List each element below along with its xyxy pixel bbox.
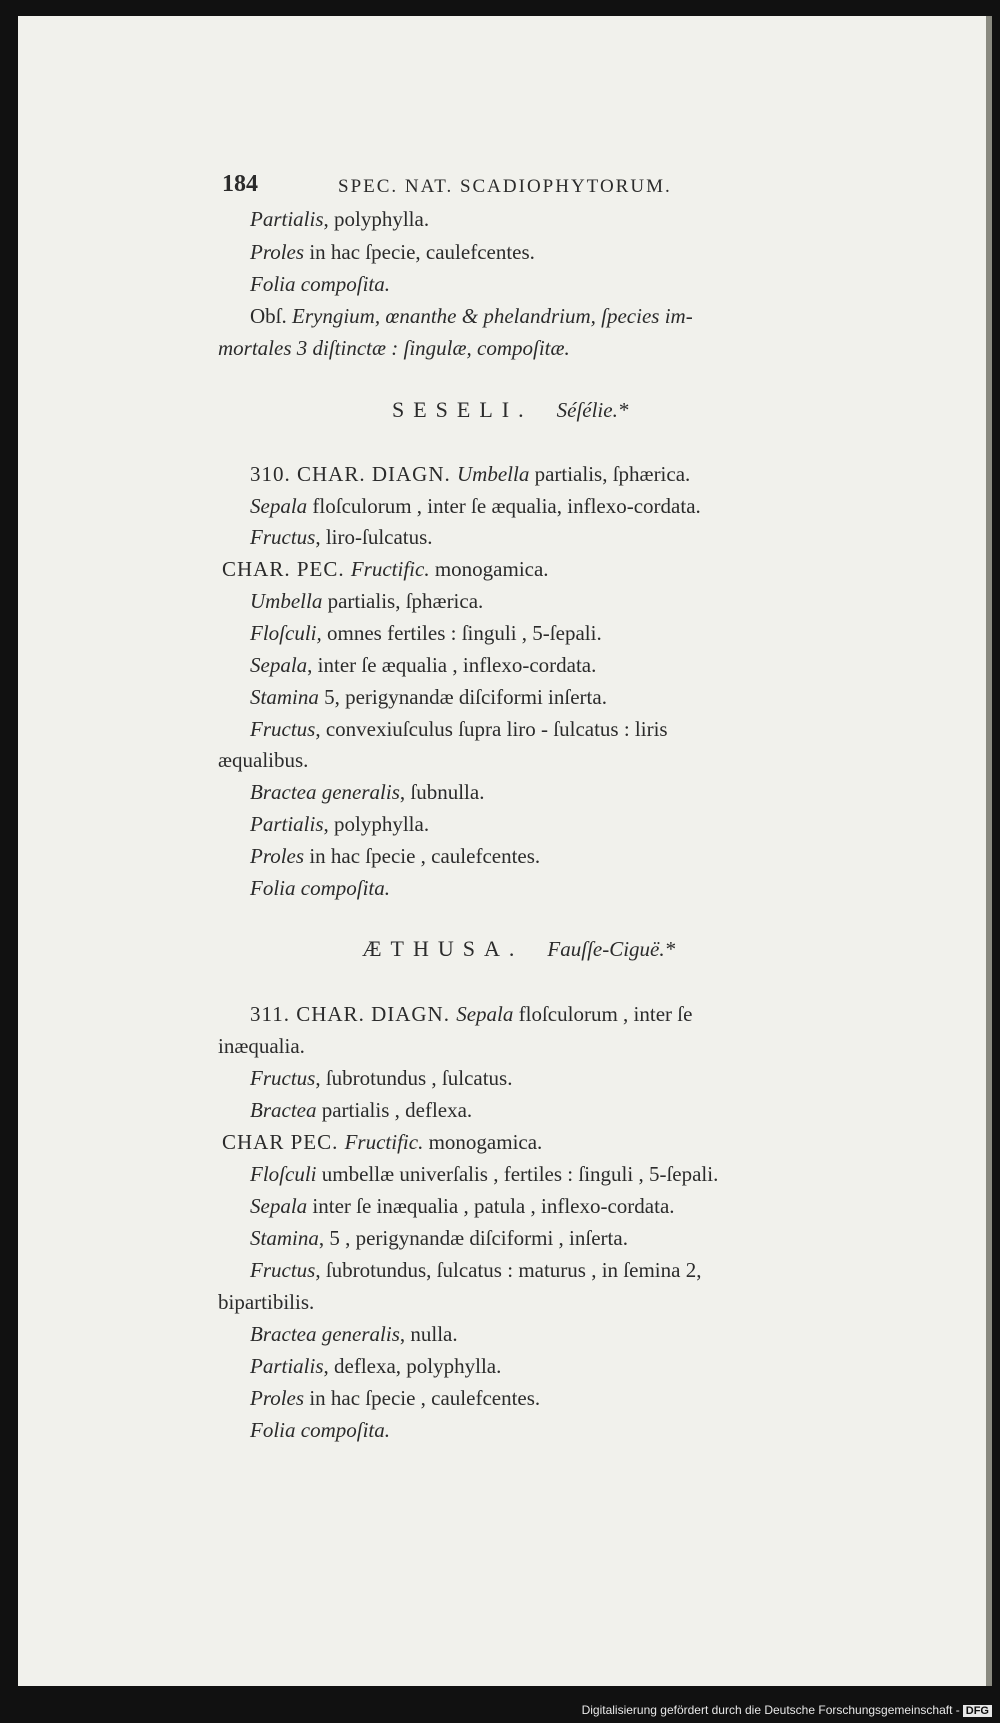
text-line: Partialis, polyphylla. [250,812,430,836]
text-line: Obſ. Eryngium, œnanthe & phelandrium, ſpecies im- [250,304,693,328]
page-number: 184 [222,171,258,197]
text-line: Partialis, deflexa, polyphylla. [250,1354,502,1378]
text-line: Sepala inter ſe inæqualia , patula , inflexo-cordata. [250,1194,675,1218]
section-heading-seseli: SESELI. Séſélie.* [392,397,629,422]
text-line: Bractea generalis, nulla. [250,1322,458,1346]
text-line: inæqualia. [218,1034,305,1058]
text-line: Sepala floſculorum , inter ſe æqualia, inflexo-cordata. [250,494,701,518]
dfg-logo: DFG [963,1705,992,1717]
text-line: Folia compoſita. [250,1418,390,1442]
text-line: Stamina, 5 , perigynandæ diſciformi , inſerta. [250,1226,628,1250]
text-line: Floſculi umbellæ univerſalis , fertiles : ſinguli , 5-ſepali. [250,1162,719,1186]
text-line: Bractea generalis, ſubnulla. [250,780,485,804]
text-line: Umbella partialis, ſphærica. [250,589,484,613]
digitization-credit: Digitalisierung gefördert durch die Deutsche Forschungsgemeinschaft - DFG [582,1703,992,1717]
text-line: Fructus, liro-ſulcatus. [250,525,433,549]
text-line: CHAR. PEC. Fructific. monogamica. [222,557,549,581]
text-line: mortales 3 diſtinctæ : ſingulæ, compoſitæ. [218,336,570,360]
text-line: Sepala, inter ſe æqualia , inflexo-cordata. [250,653,597,677]
text-line: æqualibus. [218,748,309,772]
running-title: SPEC. NAT. SCADIOPHYTORUM. [338,176,672,197]
text-line: bipartibilis. [218,1290,315,1314]
text-line: Proles in hac ſpecie , caulefcentes. [250,1386,541,1410]
text-line: Bractea partialis , deflexa. [250,1098,473,1122]
page-edge [986,16,992,1686]
text-line: Fructus, convexiuſculus ſupra liro - ſulcatus : liris [250,717,668,741]
text-line: 310. CHAR. DIAGN. Umbella partialis, ſphærica. [250,462,691,486]
text-line: Fructus, ſubrotundus , ſulcatus. [250,1066,513,1090]
text-line: CHAR PEC. Fructific. monogamica. [222,1130,543,1154]
text-line: Floſculi, omnes fertiles : ſinguli , 5-ſepali. [250,621,602,645]
text-line: Proles in hac ſpecie , caulefcentes. [250,844,541,868]
text-line: Partialis, polyphylla. [250,207,430,231]
section-heading-aethusa: ÆTHUSA. Fauſſe-Ciguë.* [362,936,676,961]
text-line: 311. CHAR. DIAGN. Sepala floſculorum , inter ſe [250,1002,693,1026]
text-line: Stamina 5, perigynandæ diſciformi inſerta. [250,685,607,709]
text-line: Fructus, ſubrotundus, ſulcatus : maturus , in ſemina 2, [250,1258,702,1282]
text-line: Proles in hac ſpecie, caulefcentes. [250,240,535,264]
text-line: Folia compoſita. [250,272,390,296]
text-line: Folia compoſita. [250,876,390,900]
